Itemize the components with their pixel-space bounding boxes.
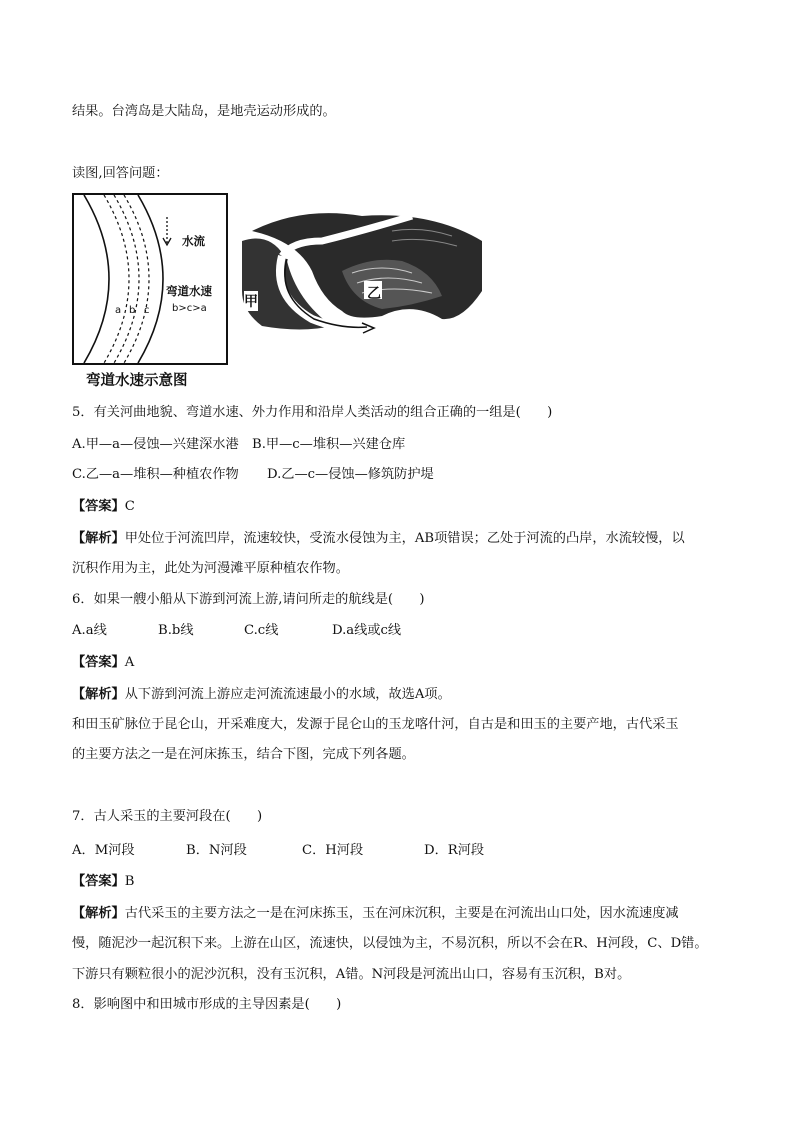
q6-options <box>72 622 401 640</box>
q6-option-c: C.c线 <box>244 623 279 638</box>
q6-option-d: D.a线或c线 <box>332 623 402 638</box>
answer-value: C <box>124 499 135 514</box>
answer-value: B <box>124 874 135 889</box>
text-line: 读图,回答问题： <box>72 166 169 181</box>
figure-caption: 弯道水速示意图 <box>86 373 188 389</box>
question-8: 8．影响图中和田城市形成的主导因素是( ) <box>72 997 342 1012</box>
q5-option-a: A.甲—a—侵蚀—兴建深水港 <box>72 437 239 452</box>
answer-value: A <box>124 655 135 670</box>
question-7: 7．古人采玉的主要河段在( ) <box>72 809 263 824</box>
label-c: c <box>144 305 150 316</box>
text-line: 沉积作用为主，此处为河漫滩平原种植农作物。 <box>72 561 349 576</box>
text-line: 下游只有颗粒很小的泥沙沉积，没有玉沉积，A错。N河段是河流出山口，容易有玉沉积，B对。 <box>72 967 631 982</box>
figure <box>72 193 492 393</box>
text-line: 慢，随泥沙一起沉积下来。上游在山区，流速快，以侵蚀为主，不易沉积，所以不会在R、H河段，C、D错。 <box>72 936 708 951</box>
q6-option-a: A.a线 <box>72 623 107 638</box>
q5-explanation <box>72 530 685 548</box>
explanation-tag: 【解析】 <box>72 531 125 546</box>
q5-options-row1 <box>72 436 405 454</box>
q7-option-b: B．N河段 <box>186 843 247 858</box>
explanation-tag: 【解析】 <box>72 906 125 921</box>
explanation-text: 甲处位于河流凹岸，流速较快，受流水侵蚀为主，AB项错误；乙处于河流的凸岸，水流较慢，以 <box>124 531 685 546</box>
q7-option-d: D．R河段 <box>424 843 485 858</box>
answer-tag: 【答案】 <box>72 499 125 514</box>
explanation-text: 古代采玉的主要方法之一是在河床拣玉，玉在河床沉积，主要是在河流出山口处，因水流速度减 <box>124 906 679 921</box>
q5-option-c: C.乙—a—堆积—种植农作物 <box>72 467 239 482</box>
q7-option-a: A．M河段 <box>72 843 135 858</box>
q7-options <box>72 842 484 860</box>
q5-options-row2 <box>72 466 434 484</box>
q5-answer <box>72 498 135 516</box>
text-line: 的主要方法之一是在河床拣玉，结合下图，完成下列各题。 <box>72 747 415 762</box>
label-yi: 乙 <box>367 286 381 302</box>
speed-title-label: 弯道水速 <box>166 284 212 298</box>
label-b: b <box>129 305 136 316</box>
explanation-text: 从下游到河流上游应走河流流速最小的水域，故选A项。 <box>124 687 451 702</box>
answer-tag: 【答案】 <box>72 655 125 670</box>
speed-relation-label: b>c>a <box>172 303 207 314</box>
answer-tag: 【答案】 <box>72 874 125 889</box>
bend-curves <box>74 195 226 363</box>
q5-option-b: B.甲—c—堆积—兴建仓库 <box>252 437 406 452</box>
water-flow-label: 水流 <box>182 234 205 248</box>
label-a: a <box>115 305 122 316</box>
q6-answer <box>72 654 134 672</box>
q6-option-b: B.b线 <box>158 623 194 638</box>
text-line: 结果。台湾岛是大陆岛，是地壳运动形成的。 <box>72 104 336 119</box>
q7-answer <box>72 873 134 891</box>
question-5: 5．有关河曲地貌、弯道水速、外力作用和沿岸人类活动的组合正确的一组是( ) <box>72 405 553 420</box>
q6-explanation <box>72 686 451 704</box>
q7-explanation <box>72 905 679 923</box>
meander-landscape <box>242 201 487 341</box>
q5-option-d: D.乙—c—侵蚀—修筑防护堤 <box>267 467 434 482</box>
text-line: 和田玉矿脉位于昆仑山，开采难度大，发源于昆仑山的玉龙喀什河，自古是和田玉的主要产地，古代采玉 <box>72 717 679 732</box>
question-6: 6．如果一艘小船从下游到河流上游,请问所走的航线是( ) <box>72 592 425 607</box>
bend-speed-diagram <box>72 193 228 365</box>
explanation-tag: 【解析】 <box>72 687 125 702</box>
label-jia: 甲 <box>244 291 258 311</box>
q7-option-c: C．H河段 <box>302 843 364 858</box>
